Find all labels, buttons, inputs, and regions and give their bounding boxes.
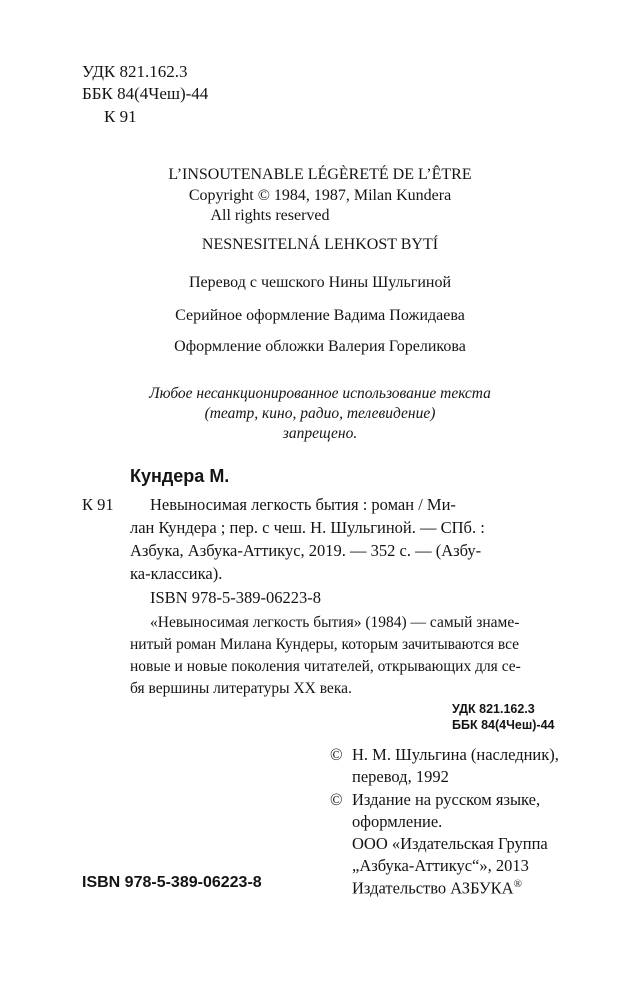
warning-line-2: (театр, кино, радио, телевидение): [204, 405, 436, 422]
original-title: L’INSOUTENABLE LÉGÈRETÉ DE L’ÊTRE: [168, 166, 472, 183]
copyright-symbol-2: ©: [330, 790, 343, 809]
warning-line-3: запрещено.: [282, 425, 358, 442]
catalog-desc-4: ка-классика).: [130, 564, 223, 583]
copyright-edition-2: оформление.: [352, 812, 443, 831]
copyright-translation-1: Н. М. Шульгина (наследник),: [352, 745, 559, 764]
catalog-desc-2: лан Кундера ; пер. с чеш. Н. Шульгиной. — СПб. :: [130, 518, 485, 537]
bottom-isbn: ISBN 978-5-389-06223-8: [82, 874, 262, 891]
rights-reserved: All rights reserved: [210, 207, 330, 224]
catalog-isbn: ISBN 978-5-389-06223-8: [150, 588, 321, 607]
annotation-4: бя вершины литературы XX века.: [130, 680, 352, 697]
catalog-mark: К 91: [82, 495, 114, 514]
copyright-publisher-3: [352, 878, 522, 899]
copyright-edition-1: Издание на русском языке,: [352, 790, 541, 809]
publisher-name: Издательство АЗБУКА: [352, 878, 514, 898]
author-mark: К 91: [104, 107, 137, 126]
cover-design-credit: Оформление обложки Валерия Гореликова: [174, 338, 466, 355]
annotation-2: нитый роман Милана Кундеры, которым зачитываются все: [130, 636, 520, 653]
annotation-3: новые и новые поколения читателей, открывающих для се-: [130, 658, 521, 675]
translation-credit: Перевод с чешского Нины Шульгиной: [188, 274, 452, 291]
catalog-bbk: ББК 84(4Чеш)-44: [452, 718, 555, 732]
annotation-1: «Невыносимая легкость бытия» (1984) — самый знаме-: [150, 614, 520, 631]
copyright-publisher-2: „Азбука-Аттикус“», 2013: [352, 856, 529, 875]
udk-code: УДК 821.162.3: [82, 62, 188, 81]
copyright-translation-2: перевод, 1992: [352, 767, 449, 786]
catalog-desc-1: Невыносимая легкость бытия : роман / Ми-: [150, 495, 456, 514]
original-copyright: Copyright © 1984, 1987, Milan Kundera: [188, 187, 452, 204]
series-design-credit: Серийное оформление Вадима Пожидаева: [175, 307, 465, 324]
warning-line-1: Любое несанкционированное использование текста: [149, 385, 491, 402]
registered-mark: ®: [513, 878, 522, 890]
catalog-udk: УДК 821.162.3: [452, 702, 535, 716]
bbk-code: ББК 84(4Чеш)-44: [82, 84, 209, 103]
copyright-publisher-1: ООО «Издательская Группа: [352, 834, 548, 853]
catalog-desc-3: Азбука, Азбука-Аттикус, 2019. — 352 с. — (Азбу-: [130, 541, 482, 560]
copyright-symbol-1: ©: [330, 745, 343, 764]
catalog-author: Кундера М.: [130, 466, 230, 486]
czech-title: NESNESITELNÁ LEHKOST BYTÍ: [201, 236, 439, 253]
